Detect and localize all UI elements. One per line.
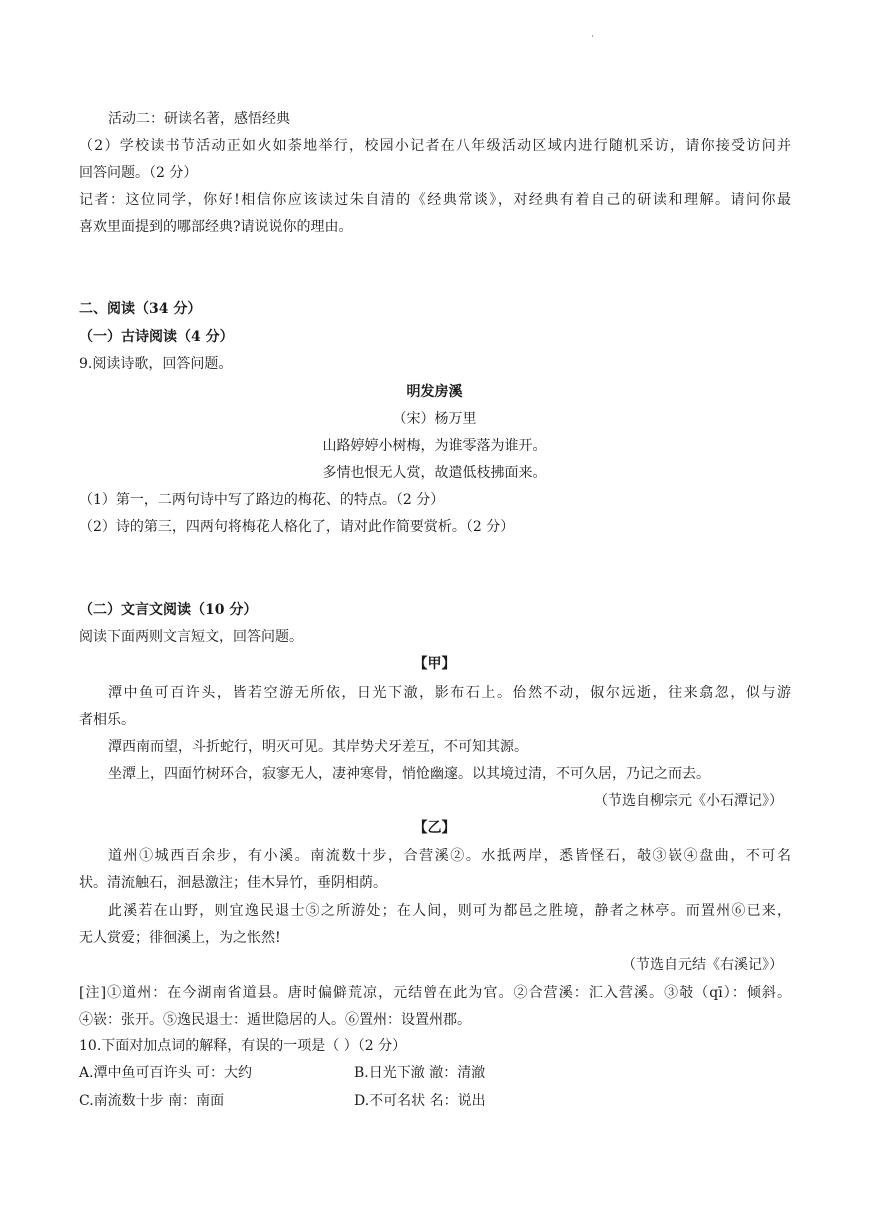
activity2-question-line1: （2）学校读书节活动正如火如荼地举行，校园小记者在八年级活动区域内进行随机采访，请你接受访问并 bbox=[79, 138, 791, 154]
option-d: D.不可名状 名：说出 bbox=[354, 1093, 486, 1109]
classical-part-title: （二）文言文阅读（10 分） bbox=[79, 602, 258, 618]
yi-source: （节选自元结《右溪记》） bbox=[622, 957, 783, 973]
jia-p2: 潭西南而望，斗折蛇行，明灭可见。其岸势犬牙差互，不可知其源。 bbox=[108, 739, 528, 755]
jia-p1-line2: 者相乐。 bbox=[79, 712, 135, 728]
yi-p2-line1: 此溪若在山野，则宜逸民退士⑤之所游处；在人间，则可为都邑之胜境，静者之林亭。而置州⑥已来， bbox=[108, 903, 791, 919]
poem-author: （宋）杨万里 bbox=[392, 411, 477, 427]
yi-p1-line2: 状。清流触石，洄悬激注；佳木异竹，垂阴相荫。 bbox=[79, 875, 387, 891]
notes-line1: [注]①道州：在今湖南省道县。唐时偏僻荒凉，元结曾在此为官。②合营溪：汇入营溪。③攲（qī）：倾斜。 bbox=[79, 985, 791, 1001]
option-a: A.潭中鱼可百许头 可：大约 bbox=[79, 1065, 253, 1081]
passage-yi-label: 【乙】 bbox=[413, 820, 456, 836]
poem-part-title: （一）古诗阅读（4 分） bbox=[79, 329, 234, 345]
passage-jia-label: 【甲】 bbox=[413, 656, 456, 672]
poem-line2: 多情也恨无人赏，故遣低枝拂面来。 bbox=[322, 465, 547, 481]
classical-intro: 阅读下面两则文言短文，回答问题。 bbox=[79, 629, 303, 645]
poem-question-1: （1）第一，二两句诗中写了路边的梅花、的特点。（2 分） bbox=[79, 492, 445, 508]
question-9: 9.阅读诗歌，回答问题。 bbox=[79, 356, 233, 372]
yi-p2-line2: 无人赏爱；徘徊溪上，为之怅然! bbox=[79, 930, 281, 946]
header-mark: · bbox=[591, 32, 594, 42]
question-10-stem: 10.下面对加点词的解释，有误的一项是（ ）（2 分） bbox=[79, 1038, 407, 1054]
jia-source: （节选自柳宗元《小石潭记》） bbox=[594, 793, 783, 809]
poem-line1: 山路婷婷小树梅，为谁零落为谁开。 bbox=[322, 438, 547, 454]
reporter-line1: 记者：这位同学，你好!相信你应该读过朱自清的《经典常谈》，对经典有着自己的研读和理解。请问你最 bbox=[79, 192, 791, 208]
poem-title: 明发房溪 bbox=[406, 384, 463, 400]
section2-title: 二、阅读（34 分） bbox=[79, 301, 202, 317]
poem-question-2: （2）诗的第三，四两句将梅花人格化了，请对此作简要赏析。（2 分） bbox=[79, 519, 515, 535]
option-c: C.南流数十步 南：南面 bbox=[79, 1093, 225, 1109]
jia-p3: 坐潭上，四面竹树环合，寂寥无人，凄神寒骨，悄怆幽邃。以其境过清，不可久居，乃记之而去。 bbox=[108, 766, 710, 782]
reporter-line2: 喜欢里面提到的哪部经典?请说说你的理由。 bbox=[79, 219, 353, 235]
notes-line2: ④嵚：张开。⑤逸民退士：遁世隐居的人。⑥置州：设置州郡。 bbox=[79, 1012, 471, 1028]
jia-p1-line1: 潭中鱼可百许头，皆若空游无所依，日光下澈，影布石上。佁然不动，俶尔远逝，往来翕忽，似与游 bbox=[108, 685, 791, 701]
activity2-question-line2: 回答问题。（2 分） bbox=[79, 165, 198, 181]
activity2-title: 活动二：研读名著，感悟经典 bbox=[108, 111, 290, 127]
yi-p1-line1: 道州①城西百余步，有小溪。南流数十步，合营溪②。水抵两岸，悉皆怪石，攲③嵚④盘曲，不可名 bbox=[108, 848, 791, 864]
option-b: B.日光下澈 澈：清澈 bbox=[354, 1065, 486, 1081]
